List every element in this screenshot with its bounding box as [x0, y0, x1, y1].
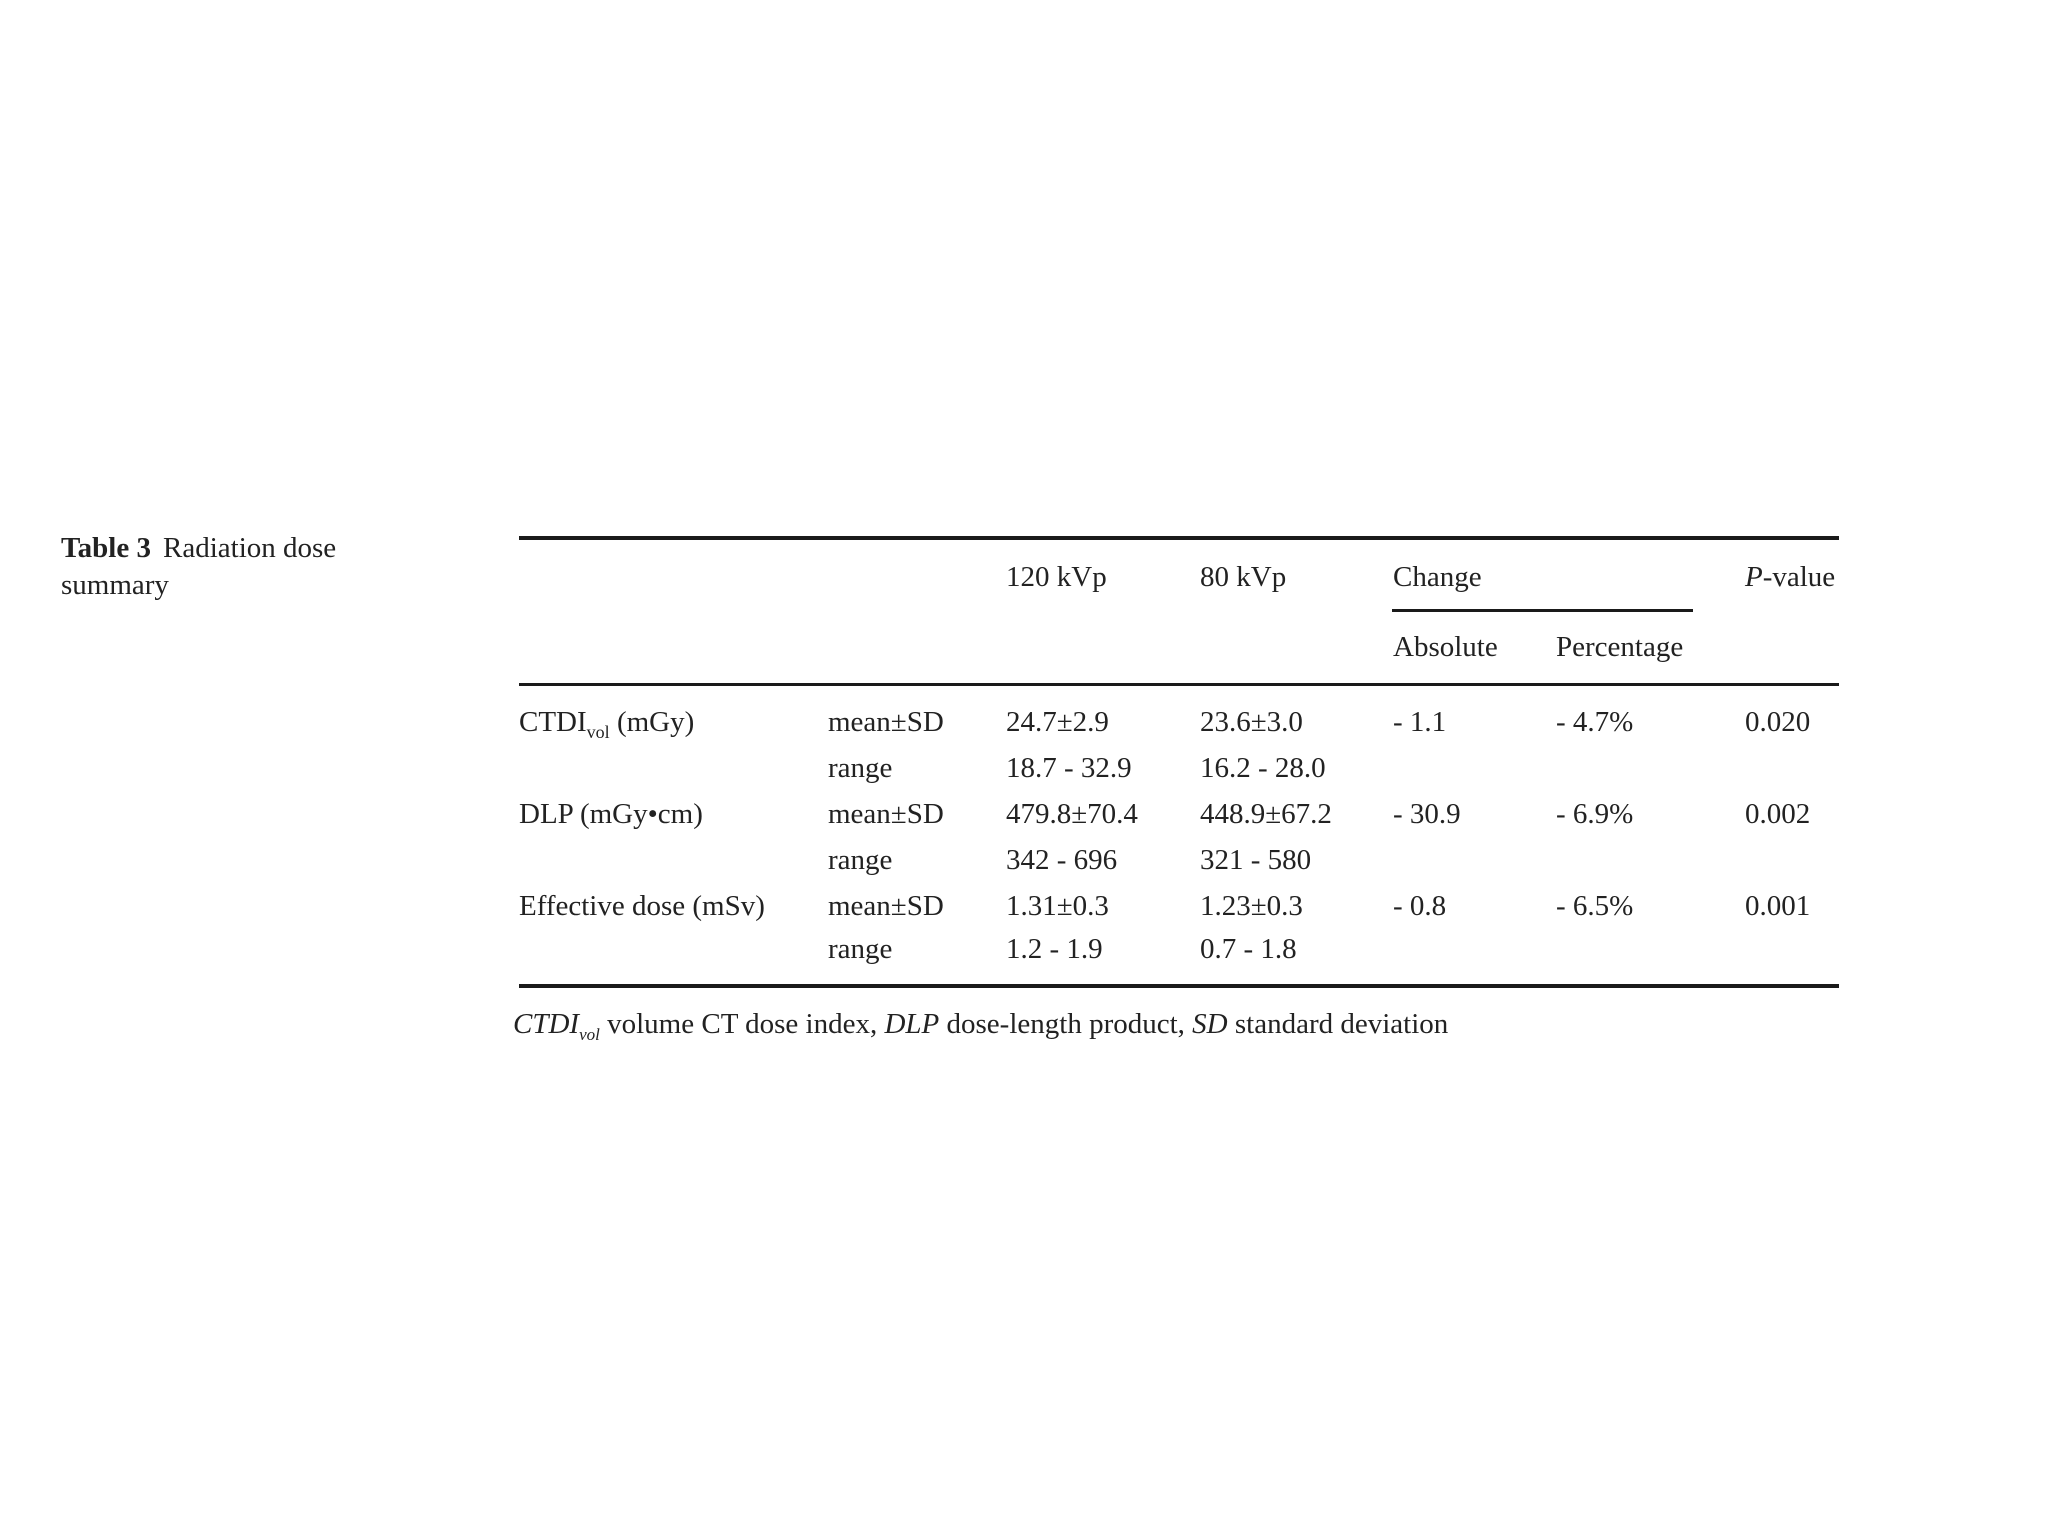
fn-abbr-ctdi — [513, 1008, 600, 1044]
header-rule — [519, 683, 1839, 686]
ctdi-absolute: - 1.1 — [1393, 706, 1447, 738]
header-120kvp: 120 kVp — [1006, 561, 1107, 593]
dlp-80-mean: 448.9±67.2 — [1200, 798, 1332, 830]
dlp-stat-mean: mean±SD — [828, 798, 944, 830]
ed-percentage: - 6.5% — [1556, 890, 1634, 922]
fn-abbr-sd: SD — [1192, 1008, 1228, 1040]
dlp-absolute: - 30.9 — [1393, 798, 1461, 830]
ed-80-range: 0.7 - 1.8 — [1200, 933, 1297, 965]
fn-abbr-dlp: DLP — [884, 1008, 940, 1040]
fn-def-sd: standard deviation — [1227, 1008, 1449, 1040]
ctdi-unit: (mGy) — [609, 706, 695, 738]
ed-120-mean: 1.31±0.3 — [1006, 890, 1109, 922]
ctdi-percentage: - 4.7% — [1556, 706, 1634, 738]
ctdi-120-mean: 24.7±2.9 — [1006, 706, 1109, 738]
ctdi-main: CTDI — [519, 706, 587, 738]
dlp-120-mean: 479.8±70.4 — [1006, 798, 1138, 830]
dlp-p: 0.002 — [1745, 798, 1811, 830]
header-change: Change — [1393, 561, 1482, 593]
change-rule — [1392, 609, 1693, 612]
ed-80-mean: 1.23±0.3 — [1200, 890, 1303, 922]
fn-def-ctdi: volume CT dose index, — [599, 1008, 885, 1040]
table-footnote — [513, 1007, 1448, 1045]
ed-120-range: 1.2 - 1.9 — [1006, 933, 1103, 965]
ed-stat-range: range — [828, 933, 893, 965]
fn-abbr-ctdi-main: CTDI — [513, 1008, 580, 1040]
fn-abbr-ctdi-sub: vol — [579, 1025, 600, 1044]
bottom-rule — [519, 984, 1839, 988]
ctdi-stat-mean: mean±SD — [828, 706, 944, 738]
table-caption — [61, 530, 391, 604]
table-title: Radiation dose summary — [61, 532, 337, 601]
row-label-dlp: DLP (mGy•cm) — [519, 798, 703, 830]
header-p-value — [1745, 560, 1835, 594]
ctdi-120-range: 18.7 - 32.9 — [1006, 752, 1132, 784]
ed-stat-mean: mean±SD — [828, 890, 944, 922]
header-absolute: Absolute — [1393, 631, 1498, 663]
fn-def-dlp: dose-length product, — [939, 1008, 1193, 1040]
dlp-80-range: 321 - 580 — [1200, 844, 1312, 876]
ctdi-stat-range: range — [828, 752, 893, 784]
p-rest: -value — [1762, 561, 1836, 593]
dlp-stat-range: range — [828, 844, 893, 876]
top-rule — [519, 536, 1839, 540]
dlp-120-range: 342 - 696 — [1006, 844, 1118, 876]
p-italic: P — [1745, 561, 1763, 593]
ed-absolute: - 0.8 — [1393, 890, 1447, 922]
row-label-ctdi — [519, 705, 694, 742]
header-80kvp: 80 kVp — [1200, 561, 1287, 593]
ed-p: 0.001 — [1745, 890, 1811, 922]
ctdi-p: 0.020 — [1745, 706, 1811, 738]
row-label-effective-dose: Effective dose (mSv) — [519, 890, 765, 922]
ctdi-80-range: 16.2 - 28.0 — [1200, 752, 1326, 784]
table-label: Table 3 — [61, 532, 151, 564]
header-percentage: Percentage — [1556, 631, 1684, 663]
ctdi-80-mean: 23.6±3.0 — [1200, 706, 1303, 738]
ctdi-sub: vol — [586, 722, 610, 742]
dlp-percentage: - 6.9% — [1556, 798, 1634, 830]
